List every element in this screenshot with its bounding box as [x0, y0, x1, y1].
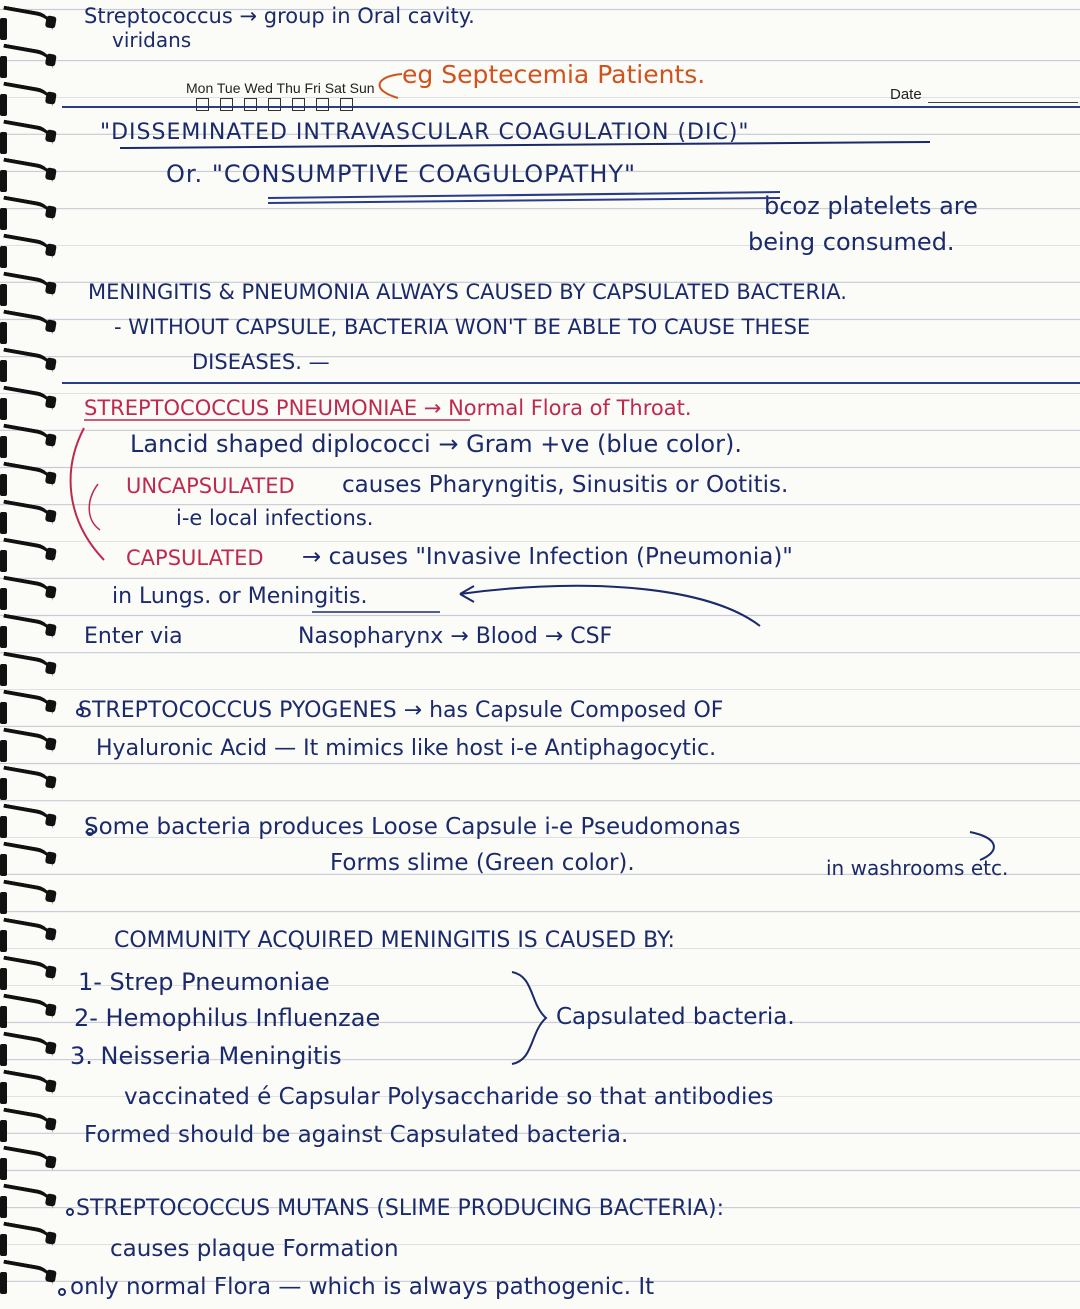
note-line-23: Some bacteria produces Loose Capsule i-e Pseudomonas	[84, 814, 741, 840]
note-line-19: Enter via	[84, 624, 183, 649]
note-line-31: vaccinated é Capsular Polysaccharide so that antibodies	[124, 1084, 774, 1110]
note-line-6: bcoz platelets are	[764, 192, 978, 220]
note-line-26: COMMUNITY ACQUIRED MENINGITIS IS CAUSED BY:	[114, 928, 675, 953]
note-line-21: STREPTOCOCCUS PYOGENES → has Capsule Composed OF	[78, 698, 724, 723]
note-line-2: viridans	[112, 28, 192, 52]
note-line-25: in washrooms etc.	[826, 856, 1009, 880]
note-line-1: Streptococcus → group in Oral cavity.	[84, 4, 475, 28]
note-line-14: causes Pharyngitis, Sinusitis or Ootitis.	[342, 472, 789, 498]
note-line-28: 2- Hemophilus Influenzae	[74, 1004, 381, 1032]
note-line-9: - WITHOUT CAPSULE, BACTERIA WON'T BE ABLE TO CAUSE THESE	[114, 315, 811, 339]
note-line-3: eg Septecemia Patients.	[402, 60, 706, 89]
note-line-11: STREPTOCOCCUS PNEUMONIAE → Normal Flora of Throat.	[84, 396, 692, 420]
note-line-27: 1- Strep Pneumoniae	[78, 968, 330, 996]
note-line-24: Forms slime (Green color).	[330, 850, 635, 876]
note-line-8: MENINGITIS & PNEUMONIA ALWAYS CAUSED BY CAPSULATED BACTERIA.	[88, 280, 847, 304]
note-line-35: only normal Flora — which is always pathogenic. It	[70, 1274, 655, 1300]
note-line-10: DISEASES. —	[192, 350, 330, 374]
spiral-binding	[0, 0, 62, 1309]
note-line-12: Lancid shaped diplococci → Gram +ve (blue color).	[130, 430, 742, 458]
note-line-32: Formed should be against Capsulated bacteria.	[84, 1122, 629, 1148]
note-line-30: Capsulated bacteria.	[556, 1004, 795, 1030]
note-line-17: → causes "Invasive Infection (Pneumonia)"	[302, 544, 793, 570]
note-line-4: "DISSEMINATED INTRAVASCULAR COAGULATION (DIC)"	[100, 120, 750, 145]
note-line-15: i-e local infections.	[176, 506, 374, 530]
note-line-13: UNCAPSULATED	[126, 474, 295, 498]
section-rule	[62, 382, 1080, 384]
note-line-16: CAPSULATED	[126, 546, 264, 570]
note-line-7: being consumed.	[748, 228, 955, 256]
note-line-5: Or. "CONSUMPTIVE COAGULOPATHY"	[166, 160, 637, 188]
weekday-labels: Mon Tue Wed Thu Fri Sat Sun	[186, 80, 375, 96]
note-line-20: Nasopharynx → Blood → CSF	[298, 624, 613, 649]
note-line-18: in Lungs. or Meningitis.	[112, 584, 368, 609]
note-line-34: causes plaque Formation	[110, 1236, 399, 1262]
weekday-checkboxes	[196, 96, 364, 115]
note-line-29: 3. Neisseria Meningitis	[70, 1042, 342, 1070]
date-label: Date	[890, 86, 922, 103]
note-line-33: STREPTOCOCCUS MUTANS (SLIME PRODUCING BACTERIA):	[76, 1196, 725, 1221]
note-line-22: Hyaluronic Acid — It mimics like host i-e Antiphagocytic.	[96, 736, 717, 761]
